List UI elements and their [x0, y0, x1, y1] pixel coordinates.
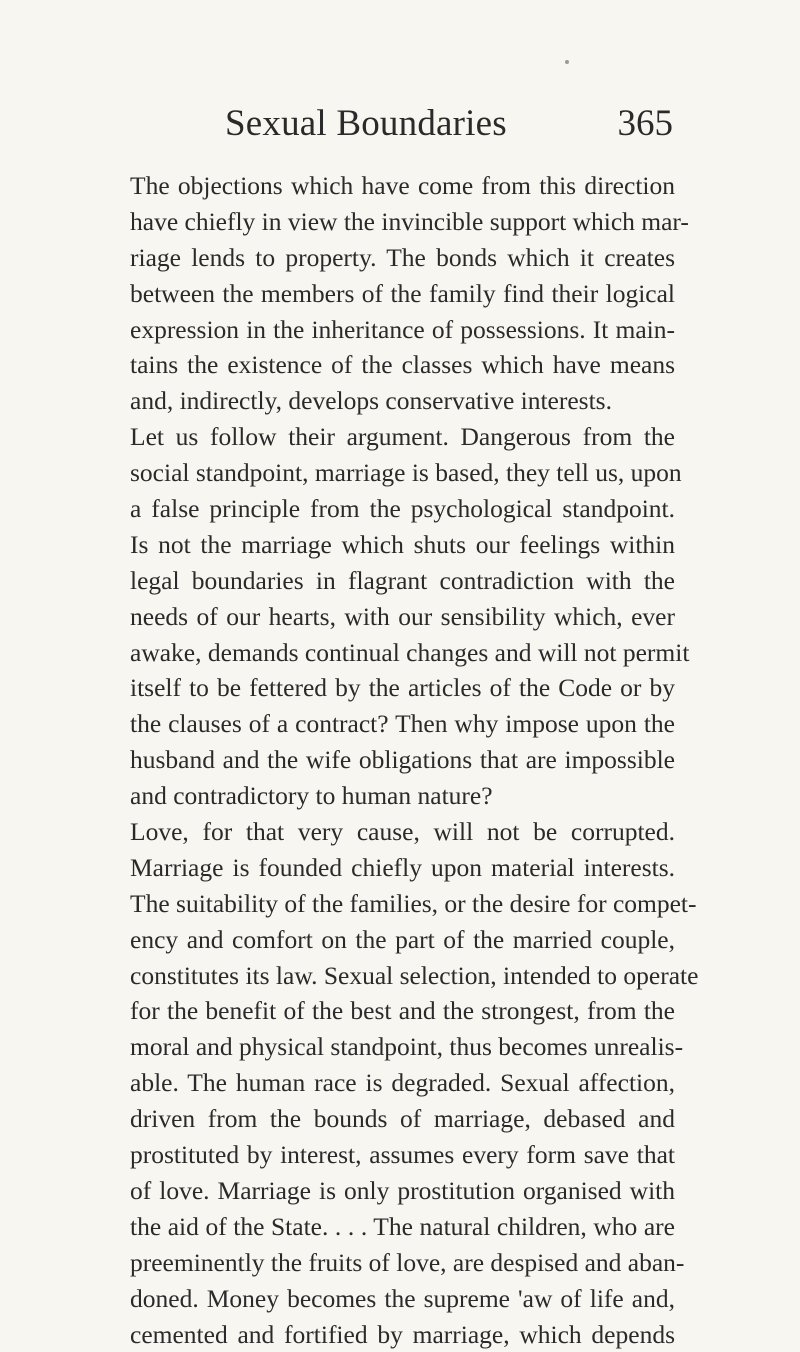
text-line: the aid of the State. . . . The natural children, who are	[130, 1209, 675, 1245]
text-line: able. The human race is degraded. Sexual affection,	[130, 1065, 675, 1101]
text-line: preeminently the fruits of love, are despised and aban-	[130, 1245, 675, 1281]
running-head: Sexual Boundaries	[225, 102, 507, 145]
text-line: social standpoint, marriage is based, they tell us, upon	[130, 455, 675, 491]
text-line: for the benefit of the best and the strongest, from the	[130, 993, 675, 1029]
text-line: legal boundaries in flagrant contradiction with the	[130, 563, 675, 599]
text-line: riage lends to property. The bonds which it creates	[130, 240, 675, 276]
text-line: awake, demands continual changes and will not permit	[130, 635, 675, 671]
text-line: itself to be fettered by the articles of the Code or by	[130, 670, 675, 706]
text-line: Let us follow their argument. Dangerous from the	[130, 419, 675, 455]
text-line: The suitability of the families, or the desire for compet-	[130, 886, 675, 922]
text-line: cemented and fortified by marriage, which depends	[130, 1317, 675, 1352]
text-line: constitutes its law. Sexual selection, intended to operate	[130, 958, 675, 994]
page-number: 365	[618, 102, 674, 145]
text-line: needs of our hearts, with our sensibility which, ever	[130, 599, 675, 635]
text-line: and contradictory to human nature?	[130, 778, 675, 814]
text-line: of love. Marriage is only prostitution organised with	[130, 1173, 675, 1209]
text-line: Love, for that very cause, will not be corrupted.	[130, 814, 675, 850]
text-line: prostituted by interest, assumes every form save that	[130, 1137, 675, 1173]
text-line: The objections which have come from this direction	[130, 168, 675, 204]
text-line: a false principle from the psychological standpoint.	[130, 491, 675, 527]
text-line: expression in the inheritance of possessions. It main-	[130, 312, 675, 348]
text-line: Marriage is founded chiefly upon material interests.	[130, 850, 675, 886]
text-line: husband and the wife obligations that are impossible	[130, 742, 675, 778]
text-line: tains the existence of the classes which have means	[130, 347, 675, 383]
body-text	[130, 168, 675, 1352]
text-line: and, indirectly, develops conservative interests.	[130, 383, 675, 419]
text-line: moral and physical standpoint, thus becomes unrealis-	[130, 1029, 675, 1065]
text-line: have chiefly in view the invincible support which mar-	[130, 204, 675, 240]
page-header	[225, 102, 673, 152]
text-line: driven from the bounds of marriage, debased and	[130, 1101, 675, 1137]
text-line: doned. Money becomes the supreme 'aw of life and,	[130, 1281, 675, 1317]
text-line: between the members of the family find their logical	[130, 276, 675, 312]
text-line: ency and comfort on the part of the married couple,	[130, 922, 675, 958]
print-speck	[565, 60, 569, 64]
text-line: Is not the marriage which shuts our feelings within	[130, 527, 675, 563]
text-line: the clauses of a contract? Then why impose upon the	[130, 706, 675, 742]
